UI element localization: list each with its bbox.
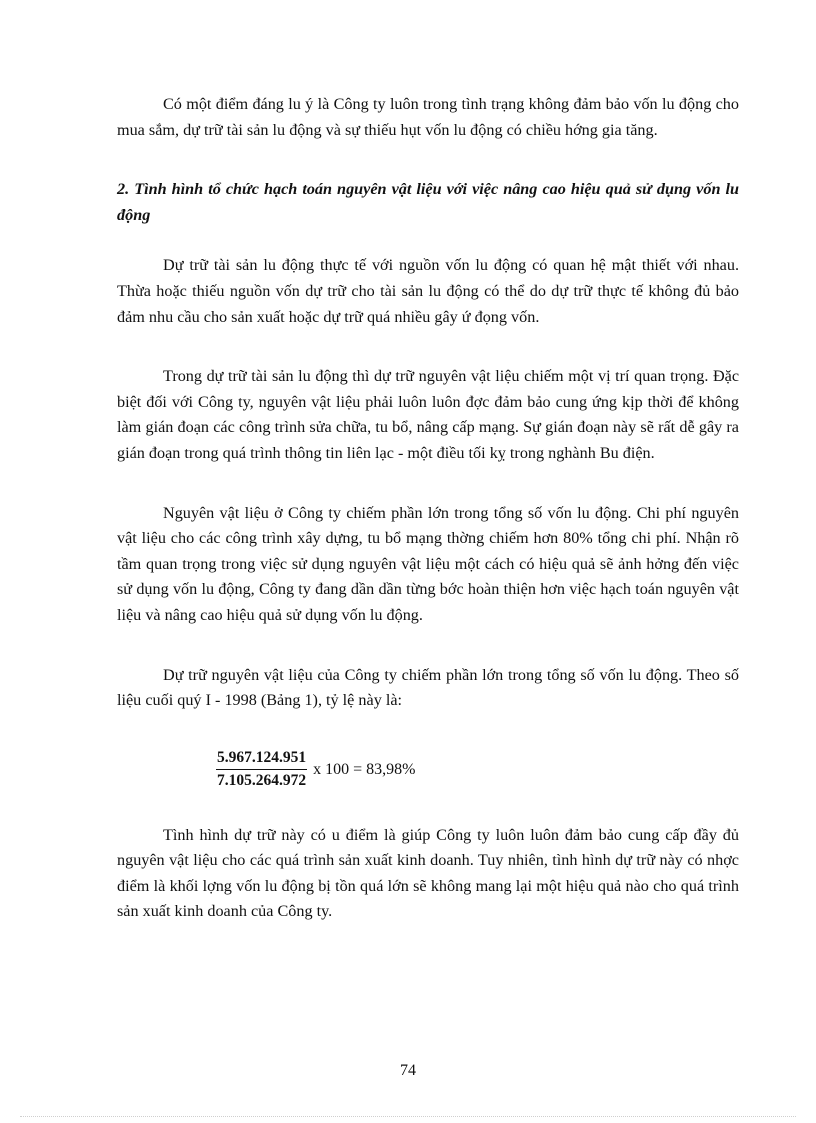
formula-result: x 100 = 83,98% — [313, 760, 416, 778]
paragraph-material-importance: Trong dự trữ tài sản lu động thì dự trữ nguyên vật liệu chiếm một vị trí quan trọng. Đặc biệt đối với Công ty, nguyên vật liệu phải luôn luôn đợc đảm bảo cung ứng kịp thời để không làm gián đoạn các công trình sửa chữa, tu bổ, nâng cấp mạng. Sự gián đoạn này sẽ rất dễ gây ra gián đoạn trong quá trình thông tin liên lạc - một điều tối kỵ trong nghành Bu điện. — [117, 367, 739, 462]
paragraph-capital-shortage: Có một điểm đáng lu ý là Công ty luôn trong tình trạng không đảm bảo vốn lu động cho mua sắm, dự trữ tài sản lu động và sự thiếu hụt vốn lu động có chiều hớng gia tăng. — [117, 95, 739, 139]
paragraph-material-share: Nguyên vật liệu ở Công ty chiếm phần lớn trong tổng số vốn lu động. Chi phí nguyên vật liệu cho các công trình xây dựng, tu bổ mạng thờng chiếm hơn 80% tổng chi phí. Nhận rõ tầm quan trọng trong việc sử dụng nguyên vật liệu một cách có hiệu quả sẽ ảnh hởng đến việc sử dụng vốn lu động, Công ty đang dần dần từng bớc hoàn thiện hơn việc hạch toán nguyên vật liệu và nâng cao hiệu quả sử dụng vốn lu động. — [117, 503, 739, 624]
section-heading: 2. Tình hình tổ chức hạch toán nguyên vật liệu với việc nâng cao hiệu quả sử dụng vốn lu động — [117, 180, 739, 224]
page-number: 74 — [400, 1062, 416, 1079]
ratio-formula — [216, 747, 739, 793]
paragraph-ratio-intro: Dự trữ nguyên vật liệu của Công ty chiếm phần lớn trong tổng số vốn lu động. Theo số liệu cuối quý I - 1998 (Bảng 1), tỷ lệ này là: — [117, 665, 739, 710]
paragraph-pros-cons: Tình hình dự trữ này có u điểm là giúp Công ty luôn luôn đảm bảo cung cấp đầy đủ nguyên vật liệu cho các quá trình sản xuất kinh doanh. Tuy nhiên, tình hình dự trữ này có nhợc điểm là khối lợng vốn lu động bị tồn quá lớn sẽ không mang lại một hiệu quả nào cho quá trình sản xuất kinh doanh của Công ty. — [117, 825, 739, 921]
footer-divider — [20, 1116, 796, 1117]
ratio-fraction — [216, 748, 307, 791]
paragraph-reserve-relation: Dự trữ tài sản lu động thực tế với nguồn vốn lu động có quan hệ mật thiết với nhau. Thừa hoặc thiếu nguồn vốn dự trữ cho tài sản lu động có thể do dự trữ thực tế không đủ bảo đảm nhu cầu cho sản xuất hoặc dự trữ quá nhiều gây ứ đọng vốn. — [117, 256, 739, 326]
formula-denominator: 7.105.264.972 — [217, 772, 307, 790]
formula-numerator: 5.967.124.951 — [216, 748, 307, 770]
page-body — [117, 92, 739, 925]
